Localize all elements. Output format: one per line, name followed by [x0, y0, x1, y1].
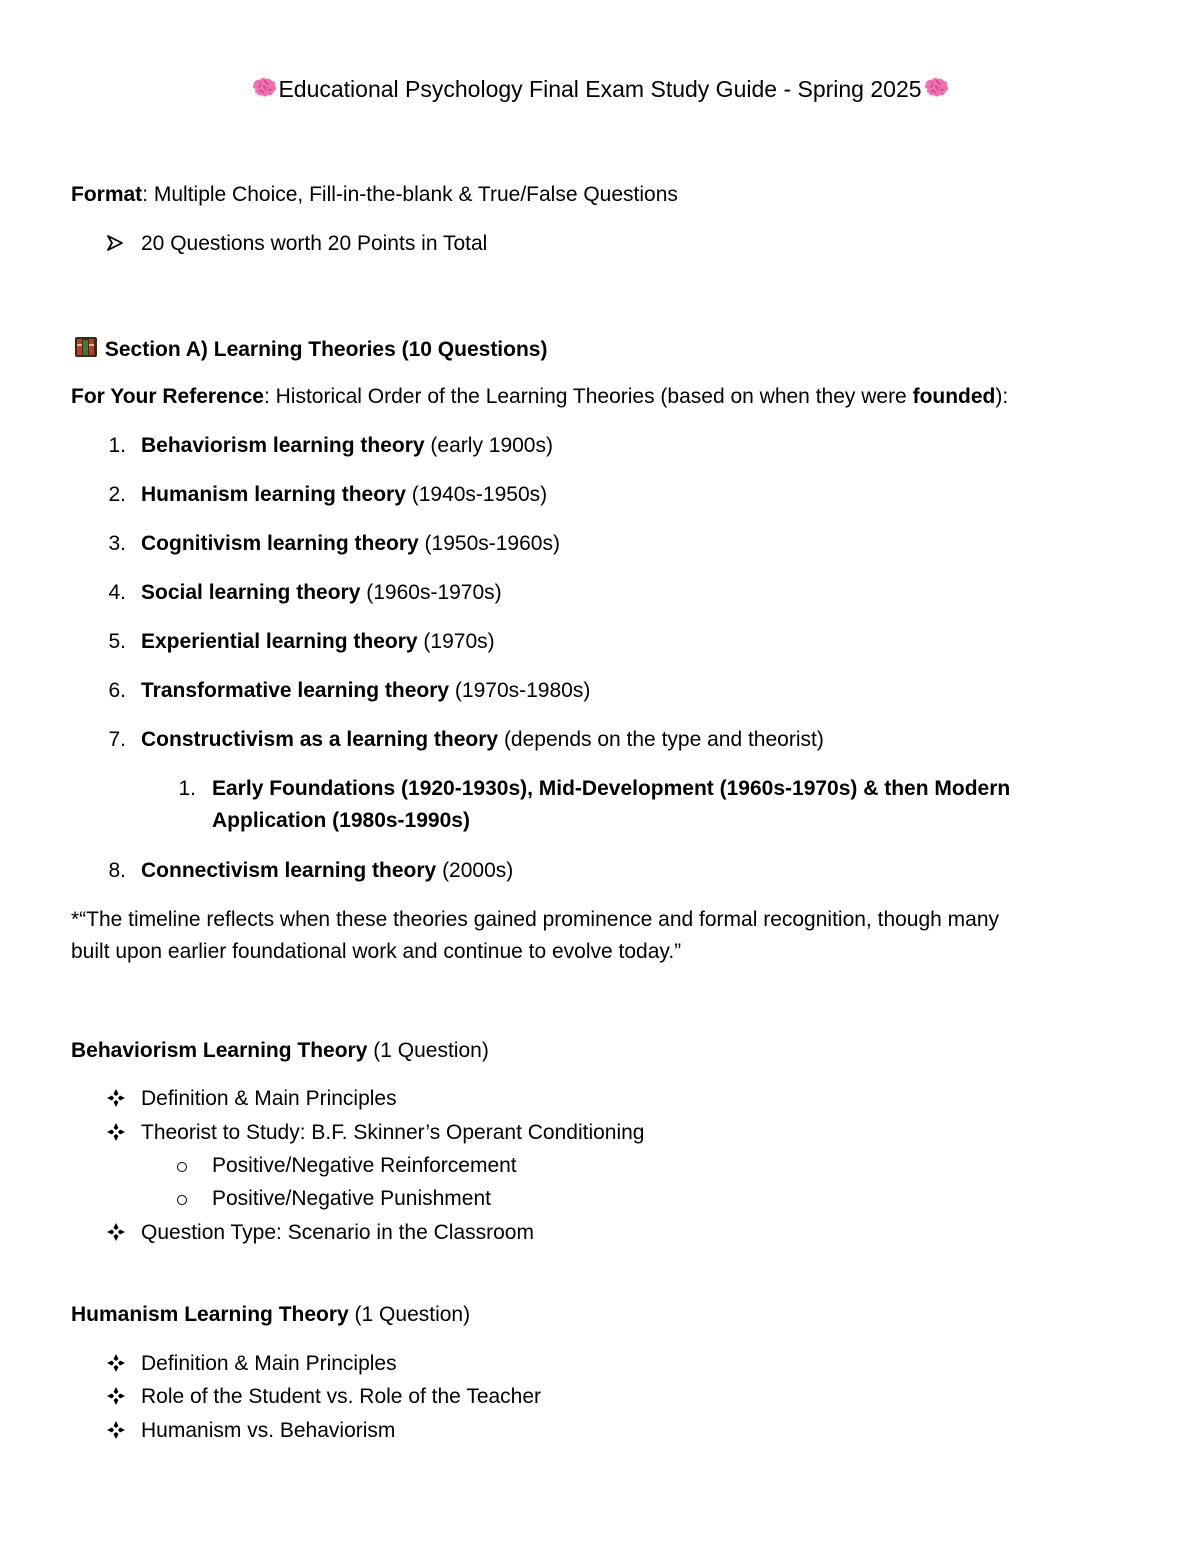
diamond-bullet-icon	[106, 1420, 126, 1444]
section-a-heading	[73, 335, 547, 363]
list-item: Definition & Main Principles	[141, 1087, 397, 1110]
footnote-line: built upon earlier foundational work and continue to evolve today.”	[71, 940, 682, 963]
diamond-bullet-icon	[106, 1353, 126, 1377]
format-bullet-text: 20 Questions worth 20 Points in Total	[141, 232, 488, 255]
section-a-title: Section A) Learning Theories (10 Questions)	[104, 338, 548, 361]
reference-bold-word: founded	[912, 385, 996, 408]
behaviorism-title: Behaviorism Learning Theory	[71, 1039, 368, 1062]
theory-period: (early 1900s)	[424, 434, 553, 457]
document-title	[0, 76, 1200, 104]
list-item: Humanism vs. Behaviorism	[141, 1419, 396, 1442]
theory-period: (depends on the type and theorist)	[498, 728, 824, 751]
humanism-count: (1 Question)	[348, 1303, 471, 1326]
circle-bullet-icon	[177, 1162, 187, 1172]
format-line	[71, 184, 678, 205]
brain-icon	[251, 76, 277, 104]
humanism-title: Humanism Learning Theory	[71, 1303, 349, 1326]
list-item: Role of the Student vs. Role of the Teacher	[141, 1385, 542, 1408]
list-item	[141, 582, 502, 603]
theory-name: Social learning theory	[141, 581, 361, 604]
theory-period: (1950s-1960s)	[418, 532, 560, 555]
format-bullet	[106, 233, 124, 256]
behaviorism-count: (1 Question)	[367, 1039, 489, 1062]
reference-label: For Your Reference	[71, 385, 264, 408]
theory-period: (1970s)	[417, 630, 495, 653]
theory-name: Cognitivism learning theory	[141, 532, 419, 555]
theory-name: Behaviorism learning theory	[141, 434, 425, 457]
list-item	[141, 860, 513, 881]
reference-line	[71, 386, 1008, 407]
list-item	[141, 680, 590, 701]
footnote-line: *“The timeline reflects when these theories gained prominence and formal recognition, though many	[71, 908, 1000, 931]
sub-list-item-continued	[212, 810, 470, 831]
list-number: 1.	[108, 434, 126, 457]
title-text: Educational Psychology Final Exam Study Guide - Spring 2025	[278, 76, 922, 102]
diamond-bullet-icon	[106, 1122, 126, 1146]
sub-item-line: Early Foundations (1920-1930s), Mid-Development (1960s-1970s) & then Modern	[212, 777, 1011, 800]
list-item: Definition & Main Principles	[141, 1352, 397, 1375]
list-number: 4.	[108, 581, 126, 604]
theory-period: (1940s-1950s)	[405, 483, 548, 506]
sub-list-item: Positive/Negative Punishment	[212, 1187, 491, 1210]
sub-list-number: 1.	[178, 777, 196, 800]
theory-name: Experiential learning theory	[141, 630, 418, 653]
theory-name: Connectivism learning theory	[141, 859, 437, 882]
theory-name: Transformative learning theory	[141, 679, 450, 702]
sub-item-line: Application (1980s-1990s)	[212, 809, 470, 832]
books-icon	[73, 335, 99, 363]
list-number: 6.	[108, 679, 126, 702]
list-number: 3.	[108, 532, 126, 555]
list-number: 5.	[108, 630, 126, 653]
theory-period: (1970s-1980s)	[449, 679, 591, 702]
reference-text-end: ):	[995, 385, 1009, 408]
list-item: Theorist to Study: B.F. Skinner’s Operant Conditioning	[141, 1121, 645, 1144]
sub-list-item: Positive/Negative Reinforcement	[212, 1154, 517, 1177]
list-item	[141, 631, 495, 652]
theory-name: Humanism learning theory	[141, 483, 406, 506]
theory-name: Constructivism as a learning theory	[141, 728, 499, 751]
list-number: 7.	[108, 728, 126, 751]
list-item	[141, 729, 824, 750]
theory-period: (1960s-1970s)	[360, 581, 502, 604]
behaviorism-heading	[71, 1040, 489, 1061]
list-number: 8.	[108, 859, 126, 882]
diamond-bullet-icon	[106, 1222, 126, 1246]
format-text: : Multiple Choice, Fill-in-the-blank & True/False Questions	[142, 183, 678, 206]
list-item	[141, 435, 553, 456]
humanism-heading	[71, 1304, 470, 1325]
sub-list-item	[212, 778, 1010, 799]
diamond-bullet-icon	[106, 1386, 126, 1410]
diamond-bullet-icon	[106, 1088, 126, 1112]
list-item	[141, 533, 560, 554]
reference-text: : Historical Order of the Learning Theories (based on when they were	[263, 385, 913, 408]
arrow-bullet-icon	[106, 234, 124, 256]
brain-icon	[923, 76, 949, 104]
list-item	[141, 484, 547, 505]
theory-period: (2000s)	[436, 859, 514, 882]
list-item: Question Type: Scenario in the Classroom	[141, 1221, 534, 1244]
format-label: Format	[71, 183, 143, 206]
circle-bullet-icon	[177, 1195, 187, 1205]
list-number: 2.	[108, 483, 126, 506]
